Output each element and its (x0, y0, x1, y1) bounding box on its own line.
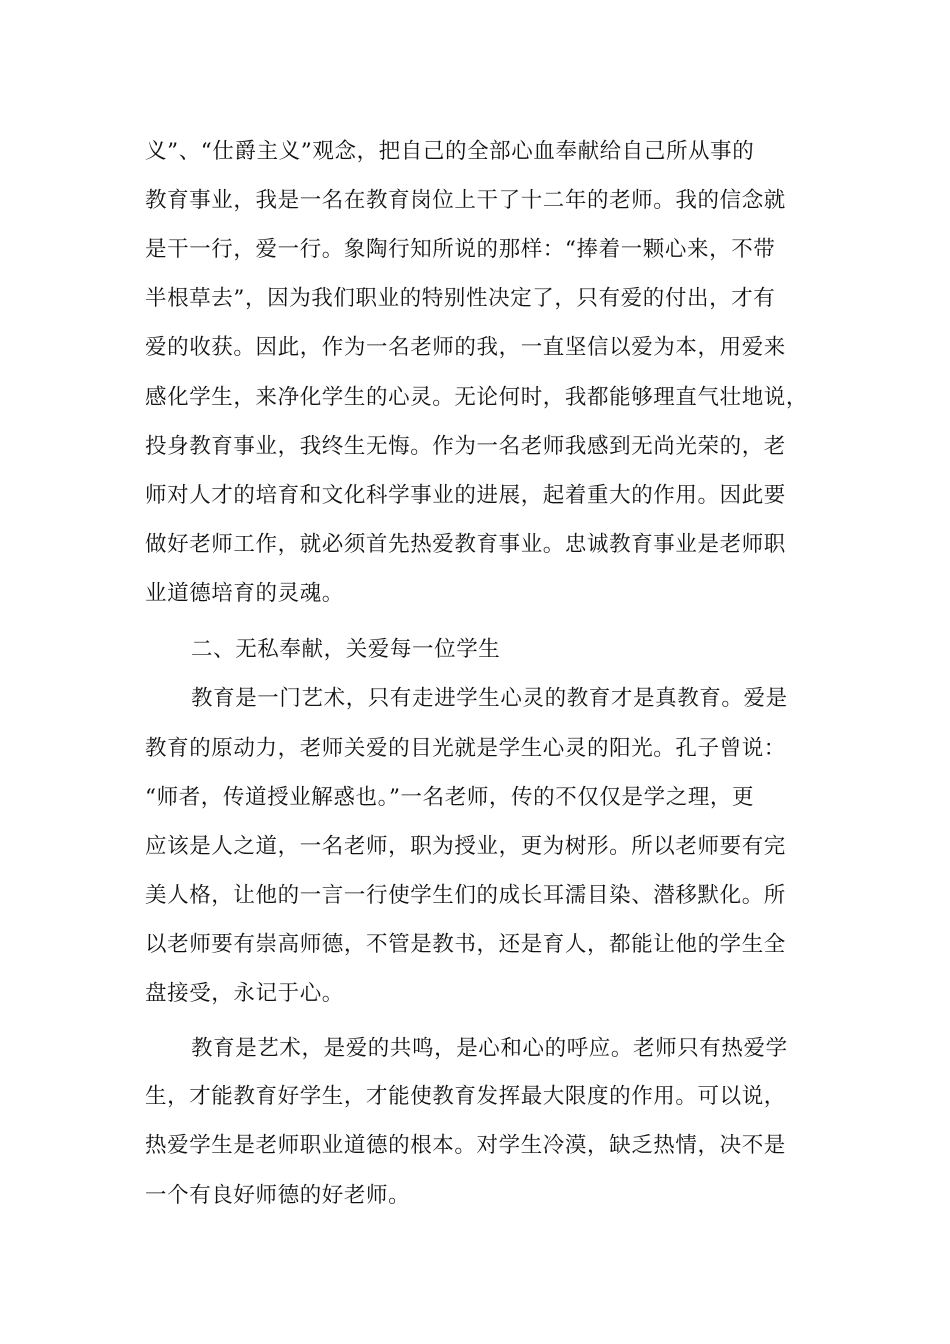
section-heading: 二、无私奉献，关爱每一位学生 (191, 637, 501, 662)
text-line: 美人格，让他的一言一行使学生们的成长耳濡目染、潜移默化。所 (145, 883, 786, 908)
text-line: 教育是艺术，是爱的共鸣，是心和心的呼应。老师只有热爱学 (191, 1036, 788, 1061)
text-line: 做好老师工作，就必须首先热爱教育事业。忠诚教育事业是老师职 (145, 532, 786, 557)
text-line: 爱的收获。因此，作为一名老师的我，一直坚信以爱为本，用爱来 (145, 335, 786, 360)
text-line: 应该是人之道，一名老师，职为授业，更为树形。所以老师要有完 (145, 834, 786, 859)
text-line: 以老师要有崇高师德，不管是教书，还是育人，都能让他的学生全 (145, 932, 786, 957)
text-line: 盘接受，永记于心。 (145, 981, 344, 1006)
text-line: 投身教育事业，我终生无悔。作为一名老师我感到无尚光荣的，老 (145, 434, 786, 459)
text-line: “师者，传道授业解惑也。”一名老师，传的不仅仅是学之理，更 (145, 785, 755, 810)
text-line: 义”、“仕爵主义”观念，把自己的全部心血奉献给自己所从事的 (145, 139, 755, 164)
text-line: 教育是一门艺术，只有走进学生心灵的教育才是真教育。爱是 (191, 686, 788, 711)
text-line: 教育的原动力，老师关爱的目光就是学生心灵的阳光。孔子曾说： (145, 736, 786, 761)
text-line: 是干一行，爱一行。象陶行知所说的那样：“捧着一颗心来，不带 (145, 237, 776, 262)
text-line: 半根草去”，因为我们职业的特别性决定了，只有爱的付出，才有 (145, 286, 776, 311)
text-line: 一个有良好师德的好老师。 (145, 1183, 411, 1208)
text-line: 生，才能教育好学生，才能使教育发挥最大限度的作用。可以说， (145, 1084, 786, 1109)
text-line: 教育事业，我是一名在教育岗位上干了十二年的老师。我的信念就 (145, 188, 786, 213)
text-line: 师对人才的培育和文化科学事业的进展，起着重大的作用。因此要 (145, 483, 786, 508)
text-line: 热爱学生是老师职业道德的根本。对学生冷漠，缺乏热情，决不是 (145, 1133, 786, 1158)
text-line: 业道德培育的灵魂。 (145, 581, 344, 606)
text-line: 感化学生，来净化学生的心灵。无论何时，我都能够理直气壮地说， (145, 385, 809, 410)
